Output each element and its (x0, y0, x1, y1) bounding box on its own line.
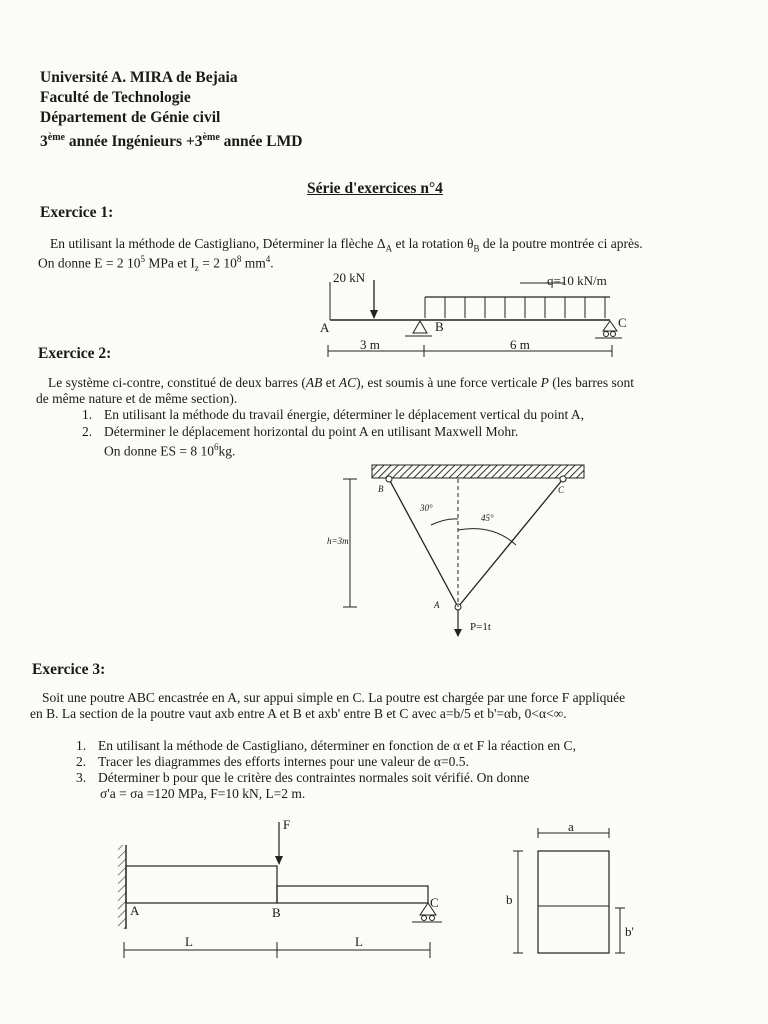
exercise-2-title: Exercice 2: (38, 345, 112, 362)
exercise-3-line-1: Soit une poutre ABC encastrée en A, sur appui simple en C. La poutre est chargée par une force F appliquée (42, 690, 626, 705)
height-label: h=3m (327, 536, 349, 546)
dim-3m: 3 m (360, 337, 380, 352)
exercise-3-item-2: 2. Tracer les diagrammes des efforts internes pour une valeur de α=0.5. (76, 754, 469, 769)
exercise-2-item-1: 1. En utilisant la méthode du travail énergie, déterminer le déplacement vertical du point A, (82, 407, 584, 422)
force-p-label: P=1t (470, 621, 491, 633)
dim-l2: L (355, 934, 363, 949)
year-line: 3ème année Ingénieurs +3ème année LMD (40, 132, 303, 151)
point-a-label: A (434, 600, 440, 610)
point-b-label: B (378, 484, 384, 494)
load-label: q=10 kN/m (547, 273, 607, 288)
force-f-label: F (283, 817, 291, 832)
exercise-2-item-2: 2. Déterminer le déplacement horizontal du point A en utilisant Maxwell Mohr. (82, 424, 519, 439)
exercise-1-statement: En utilisant la méthode de Castigliano, Déterminer la flèche $\Delta_A$ et la rotation $\theta_B$ de la poutre montrée ci après. (50, 236, 643, 254)
point-a-label: A (320, 320, 330, 335)
fixed-wall (118, 845, 126, 929)
exercise-3-item-1: 1. En utilisant la méthode de Castigliano, déterminer en fonction de α et F la réaction en C, (76, 738, 576, 753)
exercise-3-item-3: 3. Déterminer b pour que le critère des contraintes normales soit vérifié. On donne (76, 770, 530, 785)
cross-section (538, 851, 609, 953)
point-b-label: B (272, 905, 281, 920)
series-title: Série d'exercices n°4 (307, 180, 443, 197)
dim-b: b (506, 892, 513, 907)
university-name: Université A. MIRA de Bejaia (40, 69, 238, 86)
exercise-2-statement-cont: de même nature et de même section). (36, 391, 238, 406)
faculty-name: Faculté de Technologie (40, 89, 191, 106)
department-name: Département de Génie civil (40, 109, 221, 126)
force-label: 20 kN (333, 270, 366, 285)
angle-30-label: 30° (420, 503, 433, 513)
dim-6m: 6 m (510, 337, 530, 352)
exercise-1-given: On donne E = 2 $10^5$ MPa et $I_z = 2$ $10^8$ $mm^4$. (38, 254, 274, 274)
dim-a: a (568, 819, 574, 834)
point-c-label: C (558, 485, 565, 495)
point-c-label: C (430, 895, 439, 910)
dim-l1: L (185, 934, 193, 949)
exercise-2-statement: Le système ci-contre, constitué de deux barres (AB et AC), est soumis à une force verticale P (les barres sont (48, 375, 634, 390)
exercise-2-given: On donne ES = 8 $10^6kg$. (104, 442, 236, 459)
beam-bc (277, 886, 428, 903)
angle-45-label: 45° (481, 513, 494, 523)
point-b-label: B (435, 319, 444, 334)
point-a-label: A (130, 903, 140, 918)
exercise-3-title: Exercice 3: (32, 661, 106, 678)
dim-b-prime: b' (625, 924, 634, 939)
exercise-3-given: σ'a = σa =120 MPa, F=10 kN, L=2 m. (100, 786, 306, 801)
exercise-3-line-2: en B. La section de la poutre vaut axb entre A et B et axb' entre B et C avec a=b/5 et b'=αb, 0<α<∞. (30, 706, 567, 721)
exercise-1-title: Exercice 1: (40, 204, 114, 221)
point-c-label: C (618, 315, 627, 330)
beam-ab (126, 866, 277, 903)
